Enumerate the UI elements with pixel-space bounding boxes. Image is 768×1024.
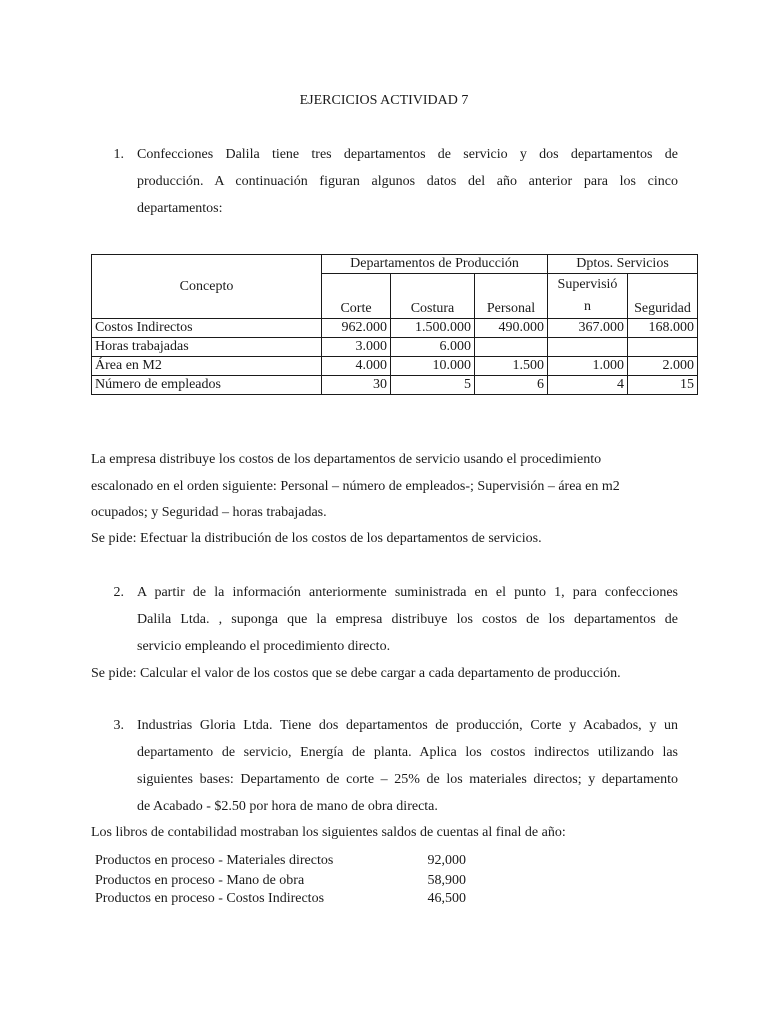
cell-seguridad: 168.000 [628,319,698,338]
page-title: EJERCICIOS ACTIVIDAD 7 [299,93,469,108]
table-row [92,376,698,395]
exercise-3-line-1: Industrias Gloria Ltda. Tiene dos departamentos de producción, Corte y Acabados, y un [137,718,678,733]
exercise-1-number: 1. [113,147,124,162]
cell-supervision: 4 [548,376,628,395]
cell-corte: 962.000 [322,319,391,338]
services-group-header: Dptos. Servicios [548,255,698,274]
exercise-3-line-2: departamento de servicio, Energía de planta. Aplica los costos indirectos utilizando las [137,745,678,760]
cell-corte: 4.000 [322,357,391,376]
exercise-2-number: 2. [113,585,124,600]
col-personal-header: Personal [475,274,548,319]
exercise-3-line-3: siguientes bases: Departamento de corte – 25% de los materiales directos; y departamento [137,772,678,787]
balance-label: Productos en proceso - Materiales directos [95,853,334,868]
row-label: Horas trabajadas [92,338,322,357]
cell-supervision: 367.000 [548,319,628,338]
exercise-3-balances-intro: Los libros de contabilidad mostraban los siguientes saldos de cuentas al final de año: [91,825,566,840]
col-seguridad-header: Seguridad [628,274,698,319]
col-supervision-header-part1: Supervisió [557,277,618,292]
cell-personal: 6 [475,376,548,395]
exercise-1-line-1: Confecciones Dalila tiene tres departamentos de servicio y dos departamentos de [137,147,678,162]
exercise-2-line-1: A partir de la información anteriormente suministrada en el punto 1, para confecciones [137,585,678,600]
cell-costura: 6.000 [391,338,475,357]
table-row [92,357,698,376]
cell-personal [475,338,548,357]
table-row [92,319,698,338]
col-corte-header: Corte [322,274,391,319]
balance-label: Productos en proceso - Costos Indirectos [95,891,325,906]
row-label: Costos Indirectos [92,319,322,338]
cell-corte: 3.000 [322,338,391,357]
row-label: Área en M2 [92,357,322,376]
exercise-3-line-4: de Acabado - $2.50 por hora de mano de obra directa. [137,799,438,814]
col-costura-header: Costura [391,274,475,319]
distribution-paragraph-line-3: ocupados; y Seguridad – horas trabajadas. [91,505,327,520]
departments-table [91,254,698,395]
distribution-paragraph-line-1: La empresa distribuye los costos de los departamentos de servicio usando el procedimiento [91,452,602,467]
balance-label: Productos en proceso - Mano de obra [95,873,305,888]
balance-value: 92,000 [427,853,466,868]
exercise-2-line-3: servicio empleando el procedimiento directo. [137,639,391,654]
exercise-2-line-2: Dalila Ltda. , suponga que la empresa distribuye los costos de los departamentos de [137,612,678,627]
cell-corte: 30 [322,376,391,395]
cell-seguridad [628,338,698,357]
exercise-1-requirement: Se pide: Efectuar la distribución de los costos de los departamentos de servicios. [91,531,542,546]
cell-supervision [548,338,628,357]
cell-seguridad: 2.000 [628,357,698,376]
col-supervision-header [548,274,628,319]
table-row [92,338,698,357]
cell-supervision: 1.000 [548,357,628,376]
col-supervision-header-part2: n [584,299,591,314]
row-label: Número de empleados [92,376,322,395]
distribution-paragraph-line-2: escalonado en el orden siguiente: Personal – número de empleados-; Supervisión – área en m2 [91,479,620,494]
cell-seguridad: 15 [628,376,698,395]
balance-value: 58,900 [427,873,466,888]
production-group-header: Departamentos de Producción [322,255,548,274]
cell-costura: 10.000 [391,357,475,376]
balance-value: 46,500 [427,891,466,906]
cell-costura: 5 [391,376,475,395]
exercise-1-line-2: producción. A continuación figuran algunos datos del año anterior para los cinco [137,174,678,189]
exercise-2-requirement: Se pide: Calcular el valor de los costos que se debe cargar a cada departamento de producción. [91,666,621,681]
cell-costura: 1.500.000 [391,319,475,338]
exercise-1-line-3: departamentos: [137,201,223,216]
exercise-3-number: 3. [113,718,124,733]
concept-header: Concepto [92,255,322,319]
cell-personal: 1.500 [475,357,548,376]
cell-personal: 490.000 [475,319,548,338]
